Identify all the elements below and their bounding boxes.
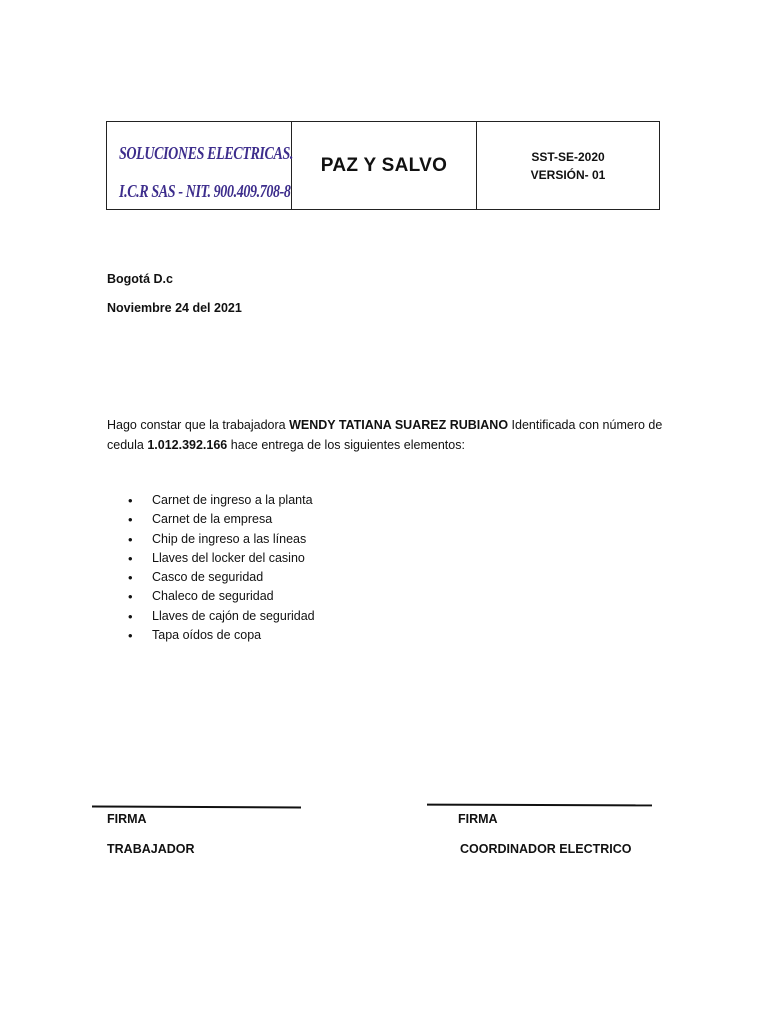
signature-line-coordinator	[427, 804, 652, 807]
document-header-table	[106, 121, 660, 210]
date: Noviembre 24 del 2021	[107, 301, 242, 315]
list-item: • Llaves del locker del casino	[128, 549, 315, 568]
signature-role-coordinator: COORDINADOR ELECTRICO	[460, 842, 632, 856]
document-version: VERSIÓN- 01	[530, 167, 606, 182]
document-code: SST-SE-2020	[531, 149, 605, 164]
signature-line-worker	[92, 805, 301, 808]
statement-part-3: hace entrega de los siguientes elementos:	[227, 438, 465, 452]
logo-line-1: SOLUCIONES ELECTRICAS.	[119, 143, 294, 163]
list-item: • Chaleco de seguridad	[128, 587, 315, 606]
signature-label-coordinator: FIRMA	[458, 812, 498, 826]
company-logo-text	[119, 134, 293, 210]
worker-id-number: 1.012.392.166	[147, 438, 228, 452]
statement-part-1: Hago constar que la trabajadora	[107, 418, 290, 432]
list-item: • Chip de ingreso a las líneas	[128, 530, 315, 549]
worker-name: WENDY TATIANA SUAREZ RUBIANO	[289, 418, 509, 432]
signature-label-worker: FIRMA	[107, 812, 147, 826]
document-code-block	[477, 122, 659, 209]
list-item: • Casco de seguridad	[128, 568, 315, 587]
list-item: • Carnet de ingreso a la planta	[128, 491, 315, 510]
delivered-items-list	[128, 491, 315, 645]
statement-paragraph	[107, 415, 667, 455]
signature-role-worker: TRABAJADOR	[107, 842, 195, 856]
city: Bogotá D.c	[107, 272, 173, 286]
logo-line-2: I.C.R SAS - NIT. 900.409.708-8	[119, 181, 291, 201]
statement-part-2: Identificada con número de cedula	[107, 418, 663, 452]
document-title: PAZ Y SALVO	[292, 122, 477, 209]
company-logo	[107, 122, 292, 209]
list-item: • Llaves de cajón de seguridad	[128, 607, 315, 626]
list-item: • Carnet de la empresa	[128, 510, 315, 529]
list-item: • Tapa oídos de copa	[128, 626, 315, 645]
